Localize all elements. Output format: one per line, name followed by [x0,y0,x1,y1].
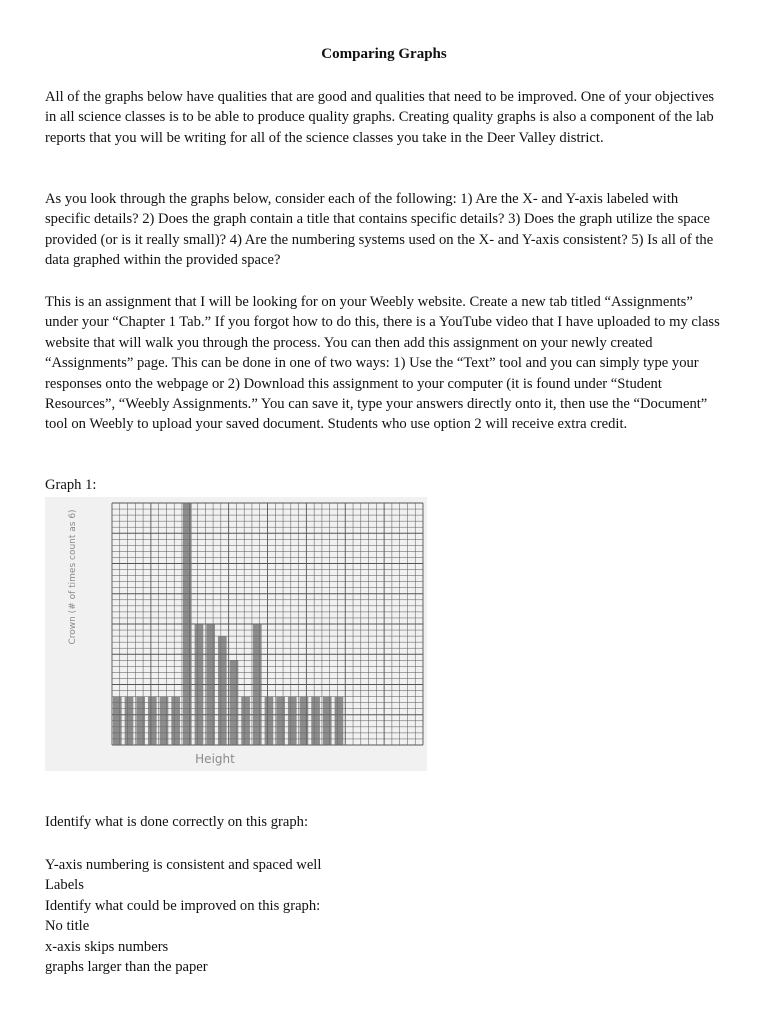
assignment-paragraph: This is an assignment that I will be looking for on your Weebly website. Create a new tab titled “Assignments” under your “Chapter 1 Tab.” If you forgot how to do this, there is a YouTube video that I have uploaded to my class website that will walk you through the process. You can then add this assignment on your newly created “Assignments” page. This can be done in one of two ways: 1) Use the “Text” tool and you can simply type your responses onto the webpage or 2) Download this assignment to your computer (it is found under “Student Resources”, “Weebly Assignments.” You can save it, type your answers directly onto it, then use the “Document” tool on Weebly to upload your saved document. Students who use option 2 will receive extra credit. [45,294,720,433]
x-axis-label: Height [195,752,235,766]
list-item: graphs larger than the paper [45,959,208,976]
criteria-paragraph: As you look through the graphs below, consider each of the following: 1) Are the X- and Y-axis labeled with specific details? 2) Does the graph contain a title that contains specific details? 3) Does the graph utilize the space provided (or is it really small)? 4) Are the numbering systems used on the X- and Y-axis consistent? 5) Is all of the data graphed within the provided space? [45,191,714,269]
graph-bar [183,503,192,745]
list-item: Y-axis numbering is consistent and spaced well [45,857,322,873]
graph-bar [125,697,134,745]
graph-bar [148,697,157,745]
list-item: No title [45,918,90,935]
answer-list [45,855,321,977]
graph-image [45,497,427,771]
intro-paragraph: All of the graphs below have qualities that are good and qualities that need to be improved. One of your objectives in all science classes is to be able to produce quality graphs. Creating quality graphs is also a component of the lab reports that you will be writing for all of the science classes you take in the Deer Valley district. [45,89,715,146]
graph-bar [253,624,262,745]
graph-bar [241,697,250,745]
hand-drawn-bar-graph [45,497,427,771]
y-axis-label: Crown (# of times count as 6) [68,509,78,645]
list-item: Identify what could be improved on this graph: [45,897,321,914]
graph-bar [276,697,285,745]
graph-bar [288,697,297,745]
graph-bar [265,697,274,745]
graph-bar [171,697,180,745]
list-item: Labels [45,877,84,894]
list-item: x-axis skips numbers [45,938,169,955]
graph-label: Graph 1: [45,477,97,493]
graph-bar [195,624,204,745]
graph-bar [300,697,309,745]
graph-bar [113,697,122,745]
graph-bar [335,697,344,745]
question-correct: Identify what is done correctly on this graph: [45,814,309,830]
graph-bar [218,636,227,745]
graph-bar [206,624,215,745]
page-title: Comparing Graphs [321,46,447,62]
graph-bar [230,660,239,745]
graph-bar [311,697,320,745]
graph-bar [136,697,145,745]
graph-bar [160,697,169,745]
graph-bar [323,697,332,745]
